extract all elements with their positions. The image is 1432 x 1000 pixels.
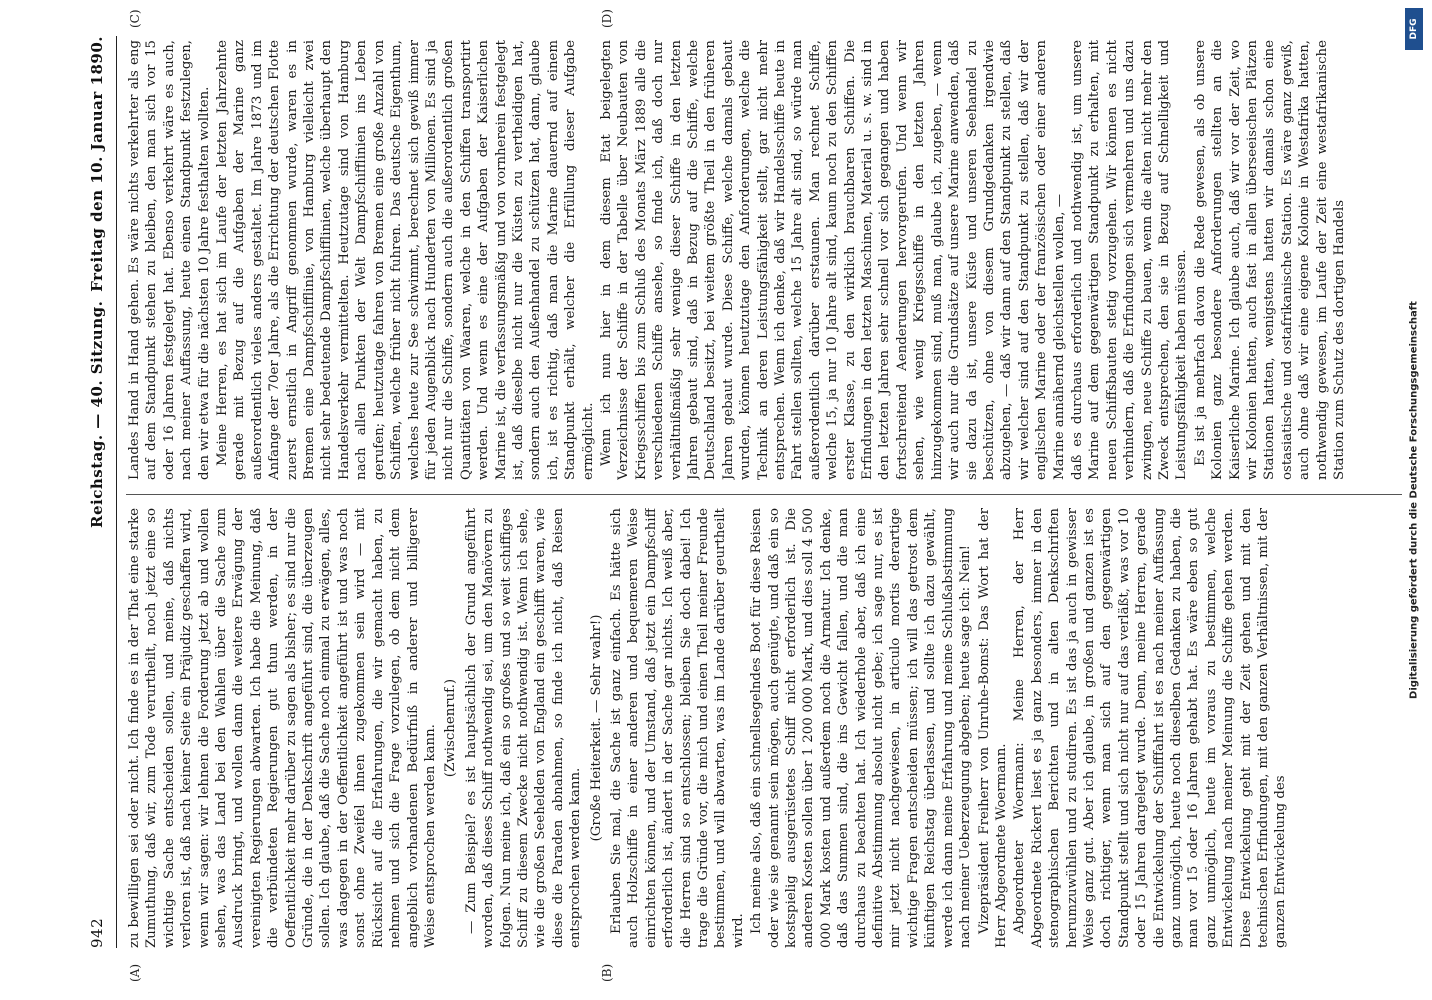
paragraph: Landes Hand in Hand gehen. Es wäre nichts verkehrter als eng auf dem Standpunkt stehen zu bleiben, den man sich vor 15 oder 16 Jahren festgelegt hat. Ebenso verkehrt wäre es auch, nach meiner Auffassung, heute einen Standpunkt festzulegen, den wir etwa für die nächsten 10 Jahre festhalten wollten. bbox=[127, 40, 212, 480]
paragraph: Es ist ja mehrfach davon die Rede gewesen, als ob unsere Kolonien ganz besondere Anforderungen stellten an die Kaiserliche Marine. Ich glaube auch, daß wir vor der Zeit, wo wir Kolonien hatten, auch fast in allen überseeischen Plätzen Stationen hatten, wenigstens hatten wir damals schon eine ostasiatische und ostafrikanische Station. Es wäre ganz gewiß, auch ohne daß wir eine eigene Kolonie in Westafrika hatten, nothwendig gewesen, im Laufe der Zeit eine westafrikanische Station zum Schutz des dortigen Handels bbox=[1192, 40, 1348, 480]
margin-marker-d: (D) bbox=[600, 9, 614, 28]
interjection: (Zwischenruf.) bbox=[443, 678, 459, 778]
paragraph: Erlauben Sie mal, die Sache ist ganz einfach. Es hätte sich auch Holzschiffe in einer anderen und bequemeren Weise einrichten können, und der Umstand, daß jetzt ein Dampfschiff erforderlich ist, ändert in der Sache gar nichts. Ich weiß aber, die Herren sind so entschlossen; bleiben Sie doch dabei! Ich trage die Gründe vor, die mich und einen Theil meiner Freunde bestimmen, und will abwarten, was im Lande darüber geurtheilt wird. bbox=[608, 508, 746, 948]
paragraph: daß es durchaus erforderlich und nothwendig ist, um unsere Marine auf dem gegenwärtigen Standpunkt zu erhalten, mit neuen Schiffsbauten stetig vorzugehen. Wir können es nicht verhindern, daß die Erfindungen sich vermehren und uns dazu zwingen, neue Schiffe zu bauen, wenn die alten nicht mehr den Zweck entsprechen, den sie in Bezug auf Schnelligkeit und Leistungsfähigkeit haben müssen. bbox=[1069, 40, 1190, 480]
page-header bbox=[88, 36, 112, 948]
margin-marker-c: (C) bbox=[128, 9, 142, 28]
paragraph: Meine Herren, es hat sich im Laufe der letzten Jahrzehnte gerade mit Bezug auf die Aufgaben der Marine ganz außerordentlich vieles anders gestaltet. Im Jahre 1873 und im Anfange der 70er Jahre, als die Errichtung der deutschen Flotte zuerst ernstlich in Angriff genommen wurde, waren es in Bremen eine Dampfschifflinie, von Hamburg vielleicht zwei nicht sehr bedeutende Dampfschifflinien, welche überhaupt den Handelsverkehr vermittelten. Heutzutage sind von Hamburg nach allen Punkten der Welt Dampfschifflinien ins Leben gerufen; heutzutage fahren von Bremen eine große Anzahl von Schiffen, welche früher nicht fuhren. Das deutsche Eigenthum, welches heute zur See schwimmt, berechnet sich gewiß immer für jeden Augenblick nach Hunderten von Millionen. Es sind ja nicht nur die Schiffe, sondern auch die außerordentlich großen Quantitäten von Waaren, welche in den Schiffen transportirt werden. Und wenn es eine der Aufgaben der Kaiserlichen Marine ist, die verfassungsmäßig und von vornherein festgelegt ist, daß dieselbe nicht nur die Küsten zu vertheidigen hat, sondern auch den Außenhandel zu schützen hat, dann, glaube ich, ist es richtig, daß man die Marine dauernd auf einem Standpunkt erhält, welcher die Erfüllung dieser Aufgabe ermöglicht. bbox=[215, 40, 596, 480]
header-rule bbox=[116, 36, 117, 948]
interjection: (Große Heiterkeit. — Sehr wahr!) bbox=[588, 614, 604, 842]
paragraph: Ich meine also, daß ein schnellsegelndes Boot für diese Reisen oder wie sie genannt sein mögen, auch genügte, und daß ein so kostspielig ausgerüstetes Schiff nicht erforderlich ist. Die anderen Kosten sollen über 1 200 000 Mark, und dies soll 4 500 000 Mark kosten und außerdem noch die Armatur. Ich denke, daß das Summen sind, die ins Gewicht fallen, und die man durchaus zu beachten hat. Ich wiederhole aber, daß ich eine definitive Abstimmung absolut nicht gebe; ich sage nur, es ist mir jetzt nicht nachgewiesen, in articulo mortis derartige wichtige Fragen entscheiden müssen; ich will das getrost dem künftigen Reichstag überlassen, und sollte ich dazu gewählt, werde ich dann meine Erfahrung und meine Schlußabstimmung nach meiner Ueberzeugung abgeben; heute sage ich: Nein! bbox=[749, 508, 974, 948]
margin-marker-b: (B) bbox=[600, 963, 614, 982]
left-column bbox=[126, 508, 1402, 948]
paragraph: zu bewilligen sei oder nicht. Ich finde es in der That eine starke Zumuthung, daß wir, zum Tode verurtheilt, noch jetzt eine so wichtige Sache entscheiden sollen, und meine, daß nichts verloren ist, daß nach keiner Seite ein Präjudiz geschaffen wird, wenn wir sagen: wir lehnen die Forderung jetzt ab und wollen sehen, was das Land bei den Wahlen über die Sache zum Ausdruck bringt, und wollen dann die weitere Erwägung der vereinigten Regierungen abwarten. Ich habe die Meinung, daß die verbündeten Regierungen gut thun werden, in der Oeffentlichkeit mehr darüber zu sagen als bisher; es sind nur die Gründe, die in der Denkschrift angeführt sind, die überzeugen sollen. Ich glaube, daß die Sache noch einmal zu erwägen, alles, was dagegen in der Oeffentlichkeit angeführt ist und was noch sonst ohne Zweifel ihnen zugekommen sein wird — mit Rücksicht auf die Erfahrungen, die wir gemacht haben, zu nehmen und sich die Frage vorzulegen, ob dem nicht dem angeblich vorhandenen Bedürfniß in anderer und billigerer Weise entsprochen werden kann. bbox=[127, 508, 438, 948]
paragraph: — Zum Beispiel? es ist hauptsächlich der Grund angeführt worden, daß dieses Schiff nothwendig sei, um den Manövern zu folgen. Nun meine ich, daß ein so großes und so weit schiffiges Schiff zu diesem Zwecke nicht nothwendig ist. Wenn ich sehe, wie die großen Seehelden von England ein geschifft waren, wie diese die Paraden abnahmen, so finde ich nicht, daß Reisen entsprochen werden kann. bbox=[463, 508, 584, 948]
page-number: 942 bbox=[88, 917, 106, 948]
paragraph: Wenn ich nun hier in dem diesem Etat beigelegten Verzeichnisse der Schiffe in der Tabelle über Neubauten von Kriegsschiffen bis zum Schluß des Monats März 1889 alle die verschiedenen Schiffe ansehe, so finde ich, daß doch nur verhältnißmäßig sehr wenige dieser Schiffe in den letzten Jahren gebaut sind, daß in Bezug auf die Schiffe, welche Deutschland besitzt, bei weitem größte Theil in den früheren Jahren gebaut wurde. Diese Schiffe, welche damals gebaut wurden, können heutzutage den Anforderungen, welche die Technik an deren Leistungsfähigkeit stellt, gar nicht mehr entsprechen. Wenn ich denke, daß wir Handelsschiffe heute in Fahrt stellen sollten, welche 15 Jahre alt sind, so würde man außerordentlich darüber erstaunen. Man rechnet Schiffe, welche 15, ja nur 10 Jahre alt sind, kaum noch zu den Schiffen erster Klasse, zu den wirklich brauchbaren Schiffen. Die Erfindungen in den letzten Maschinen, Material u. s. w. sind in den letzten Jahren sehr schnell vor sich gegangen und haben fortschreitend Aenderungen hervorgerufen. Und wenn wir sehen, wie wenig Kriegsschiffe in den letzten Jahren hinzugekommen sind, muß man, glaube ich, zugeben, — wenn wir auch nur die Grundsätze auf unsere Marine anwenden, daß sie dazu da ist, unsere Küste und unseren Seehandel zu beschützen, ohne von diesem Grundgedanken irgendwie abzugehen, — daß wir dann auf den Standpunkt zu stellen, daß wir welcher sind auf den Standpunkt zu stellen, daß wir der englischen Marine oder der französischen oder einer anderen Marine annähernd gleichstellen wollen, — bbox=[598, 40, 1067, 480]
page-title: Reichstag. — 40. Sitzung. bbox=[88, 300, 106, 528]
dfg-logo: DFG bbox=[1405, 8, 1423, 50]
margin-marker-a: (A) bbox=[128, 963, 142, 982]
speaker-paragraph: Vizepräsident Freiherr von Unruhe-Bomst: Das Wort hat der Herr Abgeordnete Woermann. bbox=[976, 508, 1009, 948]
right-column bbox=[126, 40, 1402, 480]
column-divider bbox=[126, 494, 1402, 495]
funding-notice: Digitalisierung gefördert durch die Deutsche Forschungsgemeinschaft bbox=[1408, 301, 1420, 699]
page-date: Freitag den 10. Januar 1890. bbox=[88, 36, 106, 292]
speaker-paragraph: Abgeordneter Woermann: Meine Herren, der Herr Abgeordnete Rickert liest es ja ganz besonders, immer in den stenographischen Berichten und in alten Denkschriften herumzuwühlen und zu studiren. Es ist das ja auch in gewisser Weise ganz gut. Aber ich glaube, in großen und ganzen ist es doch richtiger, wenn man sich auf den gegenwärtigen Standpunkt stellt und sich nicht nur auf das verläßt, was vor 10 oder 15 Jahren dargelegt wurde. Denn, meine Herren, gerade die Entwickelung der Schifffahrt ist es nach meiner Auffassung ganz unmöglich, heute noch dieselben Gedanken zu haben, die man vor 15 oder 16 Jahren gehabt hat. Es wäre eben so gut ganz unmöglich, heute im voraus zu bestimmen, welche Entwickelung nach meiner Meinung die Schiffe gehen werden. Diese Entwickelung geht mit der Zeit gehen und mit den technischen Erfindungen, mit den ganzen Verhältnissen, mit der ganzen Entwickelung des bbox=[1012, 508, 1289, 948]
digitization-footer bbox=[1400, 0, 1428, 1000]
